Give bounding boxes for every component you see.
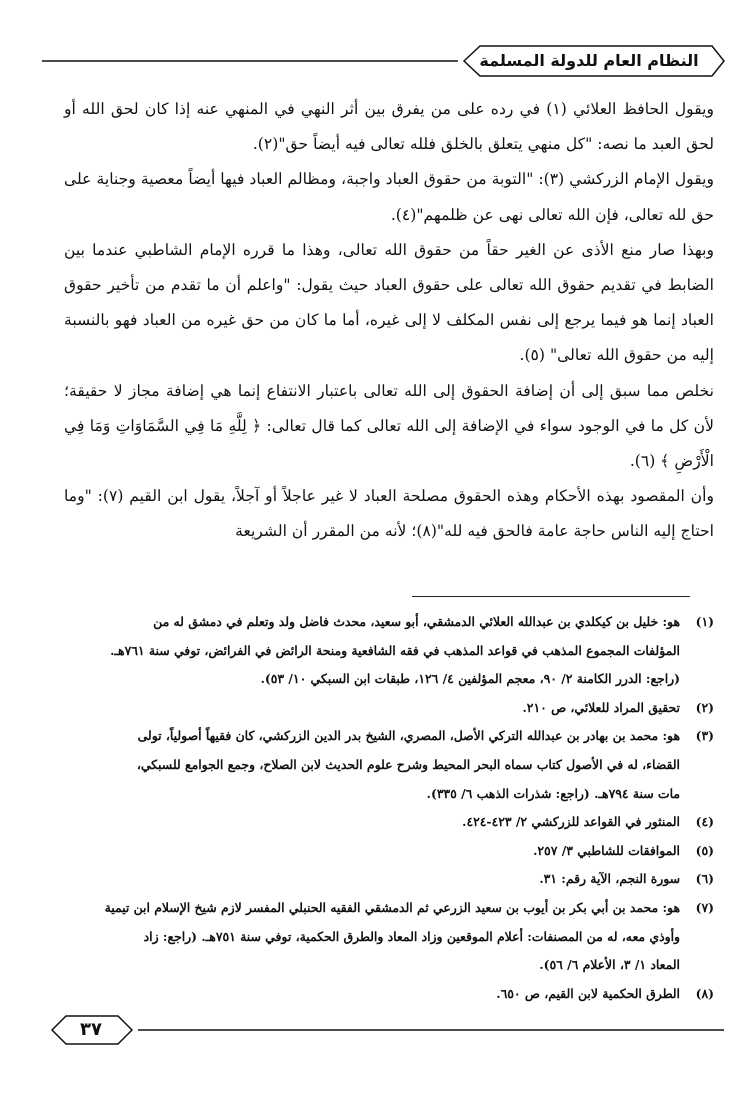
main-text (64, 92, 714, 550)
footer-frame (48, 1012, 728, 1048)
footnote-line: وأوذي معه، له من المصنفات: أعلام الموقعين وزاد المعاد والطرق الحكمية، توفي سنة ٧٥١هـ. (راجع: زاد (143, 928, 680, 944)
running-header (40, 42, 726, 80)
footnote-line: المعاد ١/ ٣، الأعلام ٦/ ٥٦). (539, 957, 680, 973)
footnote-number: (٨) (695, 985, 714, 1001)
footnote-line: هو: خليل بن كيكلدي بن عبدالله العلائي الدمشقي، أبو سعيد، محدث فاضل ولد وتعلم في دمشق له من (153, 614, 680, 629)
footnote-line: المؤلفات المجموع المذهب في قواعد المذهب في فقه الشافعية ومنحة الرائض في الفرائض، توفي سنة ٧٦١هـ. (110, 642, 680, 658)
footnote-line: تحقيق المراد للعلائي، ص ٢١٠. (522, 699, 680, 715)
page-number: ٣٧ (80, 1019, 102, 1040)
footnote (64, 980, 714, 1009)
paragraph: وأن المقصود بهذه الأحكام وهذه الحقوق مصلحة العباد لا غير عاجلاً أو آجلاً، يقول ابن القيم (٧): "وما احتاج إليه الناس حاجة عامة فالحق فيه لله"(٨)؛ لأنه من المقرر أن الشريعة (64, 487, 714, 541)
paragraph: ويقول الحافظ العلائي (١) في رده على من يفرق بين أثر النهي في المنهي عنه إذا كان لحق الله أو لحق العبد ما نصه: "كل منهي يتعلق بالخلق فلله تعالى فيه أيضاً حق"(٢). (64, 100, 714, 154)
paragraph: نخلص مما سبق إلى أن إضافة الحقوق إلى الله تعالى باعتبار الانتفاع إنما هي إضافة مجاز لا حقيقة؛ لأن كل ما في الوجود سواء في الإضافة إلى الله تعالى كما قال تعالى: ﴿ لِلَّهِ مَا فِي السَّمَاوَاتِ وَمَا فِي الْأَرْضِ ﴾ (٦). (64, 381, 714, 471)
footnote-text (64, 837, 680, 866)
footnote-line: الموافقات للشاطبي ٣/ ٢٥٧. (533, 842, 680, 858)
footnote (64, 722, 714, 808)
footnote-number: (٥) (695, 842, 714, 858)
footnote-line: (راجع: الدرر الكامنة ٢/ ٩٠، معجم المؤلفين ٤/ ١٢٦، طبقات ابن السبكي ١٠/ ٥٣). (260, 671, 680, 687)
footnote-number: (١) (695, 614, 714, 629)
footnote-text (64, 808, 680, 837)
footnote-line: القضاء، له في الأصول كتاب سماه البحر المحيط وشرح علوم الحديث لابن الصلاح، وجمع الجوامع للسبكي، (136, 756, 680, 772)
footnote (64, 865, 714, 894)
footnote-line: مات سنة ٧٩٤هـ. (راجع: شذرات الذهب ٦/ ٣٣٥). (426, 785, 680, 801)
footnote-line: هو: محمد بن أبي بكر بن أيوب بن سعيد الزرعي ثم الدمشقي الفقيه الحنبلي المفسر لازم شيخ الإسلام ابن تيمية (104, 899, 680, 915)
footnote-text (64, 865, 680, 894)
footnote-line: الطرق الحكمية لابن القيم، ص ٦٥٠. (496, 985, 680, 1001)
footnote (64, 694, 714, 723)
footnote-text (64, 608, 680, 694)
footnote-line: سورة النجم، الآية رقم: ٣١. (539, 871, 680, 887)
footnote-number: (٢) (695, 699, 714, 715)
footnote-text (64, 894, 680, 980)
footnote (64, 808, 714, 837)
footnote-text (64, 980, 680, 1009)
footnote (64, 837, 714, 866)
footnote-text (64, 694, 680, 723)
footnote (64, 608, 714, 694)
footnote (64, 894, 714, 980)
footnote-line: المنثور في القواعد للزركشي ٢/ ٤٢٣-٤٢٤. (462, 814, 680, 830)
paragraph: وبهذا صار منع الأذى عن الغير حقاً من حقوق الله تعالى، وهذا ما قرره الإمام الشاطبي عندما بين الضابط في تقديم حقوق الله تعالى على حقوق العباد حيث يقول: "واعلم أن ما تقدم من تأخير حقوق العباد إنما هو فيما يرجع إلى نفس المكلف لا إلى غيره، أما ما كان من حق غيره من العباد فهو بالنسبة إليه من حقوق الله تعالى" (٥). (64, 240, 714, 365)
footnote-line: هو: محمد بن بهادر بن عبدالله التركي الأصل، المصري، الشيخ بدر الدين الزركشي، كان فقيهاً أصولياً، تولى (137, 728, 680, 744)
footnote-number: (٣) (695, 728, 714, 744)
page-footer (48, 1012, 728, 1048)
footnote-number: (٦) (695, 871, 714, 887)
footnotes (64, 608, 714, 1008)
footnote-number: (٤) (695, 814, 714, 830)
footnote-text (64, 722, 680, 808)
footnote-divider (412, 596, 690, 597)
paragraph: ويقول الإمام الزركشي (٣): "التوبة من حقوق العباد واجبة، ومظالم العباد فيها أيضاً معصية وجناية على حق لله تعالى، فإن الله تعالى نهى عن ظلمهم"(٤). (64, 170, 714, 224)
header-title: النظام العام للدولة المسلمة (479, 51, 699, 70)
footnote-number: (٧) (695, 899, 714, 915)
